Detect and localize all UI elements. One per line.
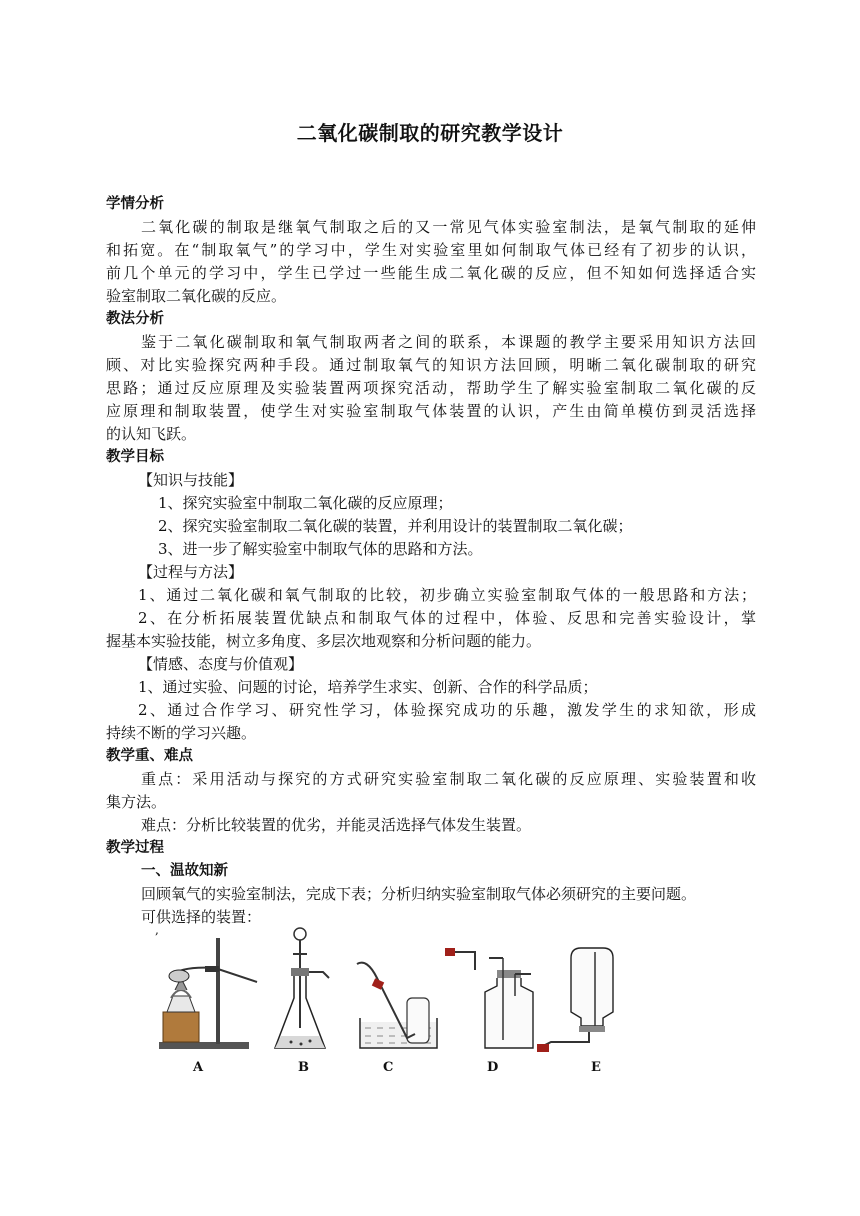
section-heading-teaching-goals: 教学目标 (106, 449, 164, 465)
subheading-process-method: 【过程与方法】 (138, 563, 244, 581)
document-title: 二氧化碳制取的研究教学设计 (296, 121, 564, 145)
figure-label-d: D (487, 1060, 499, 1075)
goal-item: 2、在分析拓展装置优缺点和制取气体的过程中，体验、反思和完善实验设计，掌 (138, 609, 756, 627)
apparatus-d-gas-bottle (445, 948, 533, 1048)
figure-label-b: B (298, 1060, 309, 1075)
goal-item: 持续不断的学习兴趣。 (106, 724, 257, 742)
goal-item: 1、探究实验室中制取二氧化碳的反应原理； (158, 494, 453, 512)
apparatus-e-inverted-bottle (537, 948, 613, 1052)
goal-item: 1、通过二氧化碳和氧气制取的比较，初步确立实验室制取气体的一般思路和方法； (138, 586, 756, 604)
subheading-review: 一、温故知新 (141, 863, 228, 879)
subheading-emotion-values: 【情感、态度与价值观】 (138, 655, 304, 673)
paragraph-line: 验室制取二氧化碳的反应。 (106, 287, 287, 305)
paragraph-line: 和拓宽。在“制取氧气”的学习中，学生对实验室里如何制取气体已经有了初步的认识， (106, 241, 756, 259)
section-heading-teaching-process: 教学过程 (106, 840, 164, 856)
apparatus-c-water-trough (357, 963, 437, 1048)
paragraph-line: 可供选择的装置： (141, 908, 262, 926)
paragraph-line: 顾、对比实验探究两种手段。通过制取氧气的知识方法回顾，明晰二氧化碳制取的研究 (106, 356, 756, 374)
section-heading-student-analysis: 学情分析 (106, 196, 164, 212)
paragraph-line: 应原理和制取装置，使学生对实验室制取气体装置的认识，产生由简单模仿到灵活选择 (106, 402, 756, 420)
section-heading-teaching-method: 教法分析 (106, 311, 164, 327)
apparatus-figure (145, 918, 625, 1083)
paragraph-line: 集方法。 (106, 793, 167, 811)
stray-mark: , (155, 923, 159, 937)
paragraph-line: 前几个单元的学习中，学生已学过一些能生成二氧化碳的反应，但不知如何选择适合实 (106, 264, 756, 282)
paragraph-line: 回顾氧气的实验室制法，完成下表；分析归纳实验室制取气体必须研究的主要问题。 (141, 885, 697, 903)
figure-label-e: E (591, 1060, 601, 1075)
paragraph-line: 的认知飞跃。 (106, 425, 197, 443)
goal-item: 握基本实验技能，树立多角度、多层次地观察和分析问题的能力。 (106, 632, 542, 650)
apparatus-a-heating-stand (159, 938, 257, 1049)
paragraph-line: 难点：分析比较装置的优劣，并能灵活选择气体发生装置。 (141, 816, 532, 834)
goal-item: 2、通过合作学习、研究性学习，体验探究成功的乐趣，激发学生的求知欲，形成 (138, 701, 756, 719)
apparatus-b-flask-funnel (275, 928, 329, 1048)
paragraph-line: 鉴于二氧化碳制取和氧气制取两者之间的联系，本课题的教学主要采用知识方法回 (141, 333, 756, 351)
paragraph-line: 二氧化碳的制取是继氧气制取之后的又一常见气体实验室制法，是氧气制取的延伸 (141, 218, 756, 236)
goal-item: 3、进一步了解实验室中制取气体的思路和方法。 (158, 540, 483, 558)
section-heading-key-points: 教学重、难点 (106, 748, 193, 764)
goal-item: 1、通过实验、问题的讨论，培养学生求实、创新、合作的科学品质； (138, 678, 598, 696)
figure-label-a: A (193, 1060, 204, 1075)
paragraph-line: 重点：采用活动与探究的方式研究实验室制取二氧化碳的反应原理、实验装置和收 (141, 770, 756, 788)
figure-label-c: C (383, 1060, 394, 1075)
paragraph-line: 思路；通过反应原理及实验装置两项探究活动，帮助学生了解实验室制取二氧化碳的反 (106, 379, 756, 397)
subheading-knowledge-skills: 【知识与技能】 (138, 471, 244, 489)
goal-item: 2、探究实验室制取二氧化碳的装置，并利用设计的装置制取二氧化碳； (158, 517, 633, 535)
